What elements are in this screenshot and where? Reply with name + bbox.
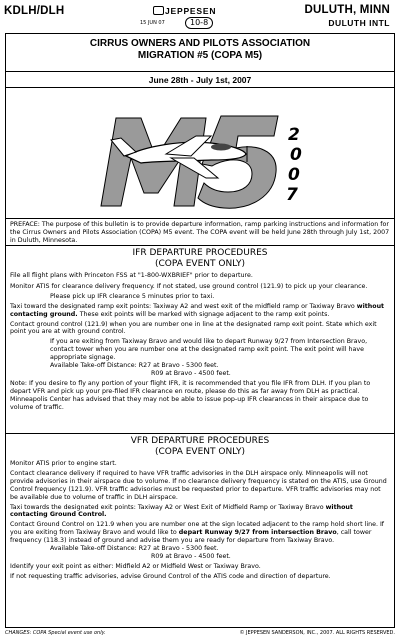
ifr-tod-2: R09 at Bravo - 4500 feet.	[151, 369, 231, 377]
svg-text:0: 0	[288, 165, 300, 185]
ifr-paragraph-3: Please pick up IFR clearance 5 minutes prior to taxi.	[50, 292, 215, 300]
vfr-p3-bold: without contacting Ground Control.	[10, 503, 353, 519]
ifr-takeoff-distance	[10, 362, 390, 370]
ifr-section	[6, 245, 394, 434]
chart-date: 15 JUN 07	[140, 20, 165, 26]
vfr-paragraph-1: Monitor ATIS prior to engine start.	[10, 460, 117, 467]
preface-text: PREFACE: The purpose of this bulletin is to provide departure information, ramp parking instructions and information for the Cirrus Owners and Pilots Association (COPA) M5 event. The COPA event will be held June 28th through July 1st, 2007 in Duluth, Minnesota.	[10, 221, 390, 244]
ifr-paragraph-5: Contact ground control (121.9) when you are number one in line at the designated ramp exit point. State which exit point you are at with ground control.	[10, 320, 377, 336]
vfr-p4-bold: depart Runway 9/27 from intersection Bravo	[178, 529, 337, 537]
vfr-paragraph-3	[10, 504, 390, 520]
vfr-p4-text: Contact Ground Control on 121.9 when you are number one at the sign located adjacent to the ramp hold short line. If you are exiting from Taxiway Bravo and would like to	[10, 521, 385, 537]
airport-code: KDLH/DLH	[4, 5, 65, 17]
footer-copyright: © JEPPESEN SANDERSON, INC., 2007. ALL RIGHTS RESERVED.	[239, 630, 395, 636]
vfr-paragraph-5: Identify your exit point as either: Midfield A2 or Midfield West or Taxiway Bravo.	[10, 562, 261, 570]
jeppesen-mark-icon	[153, 6, 164, 15]
five-digit-icon	[198, 116, 278, 208]
title-line-1: CIRRUS OWNERS AND PILOTS ASSOCIATION	[89, 38, 311, 49]
vfr-p4-tail: , call tower frequency (118.3) instead of ground and advise them you are ready for departure from Taxiway Bravo.	[10, 529, 372, 545]
vfr-tod-label: Available Take-off Distance:	[50, 545, 137, 553]
vfr-paragraph-4	[10, 521, 390, 545]
ifr-p4-tail: These exit points will be marked with signage adjacent to the ramp exit points.	[77, 310, 330, 318]
ifr-paragraph-2: Monitor ATIS for clearance delivery frequency. If not stated, use ground control (121.9) to pick up your clearance.	[10, 282, 368, 290]
m5-logo-graphic	[6, 88, 394, 218]
vfr-title: VFR DEPARTURE PROCEDURES	[130, 436, 270, 446]
city-name: DULUTH, MINN	[304, 4, 390, 16]
copa-m5-logo	[6, 88, 394, 219]
year-2007-icon	[286, 125, 302, 205]
svg-text:2: 2	[288, 125, 300, 145]
ifr-subtitle: (COPA EVENT ONLY)	[154, 259, 245, 269]
jeppesen-logo	[153, 6, 216, 16]
ifr-paragraph-1: File all flight plans with Princeton FSS at "1-800-WXBRIEF" prior to departure.	[10, 272, 253, 279]
vfr-paragraph-2: Contact clearance delivery if required to have VFR traffic advisories in the DLH airspace only. Minneapolis will not provide advisories in their airspace due to volume. If no clearance delivery frequency is stated on the ATIS, use Ground Control frequency (121.9). VFR traffic advisories must be requested prior to departure. VFR traffic advisories may not be available due to volume of traffic in DLH airspace.	[10, 469, 387, 501]
svg-text:7: 7	[286, 185, 298, 205]
vfr-tod-2: R09 at Bravo - 4500 feet.	[151, 552, 231, 560]
ifr-p4-text: Taxi toward the designated ramp exit points: Taxiway A2 and west exit of the midfield ramp or Taxiway Bravo	[10, 302, 357, 310]
footer-changes: CHANGES: COPA Special event use only.	[5, 630, 106, 636]
title-line-2: MIGRATION #5 (COPA M5)	[137, 50, 263, 61]
ifr-note: Note: If you desire to fly any portion of your flight IFR, it is recommended that you file IFR from DLH. If you plan to depart VFR and pick up your pre-filed IFR clearance en route, please do this as far away from DLH as practical. Minneapolis Center has advised that they may not be able to issue pop-up IFR clearances in their airspace due to volume of traffic.	[10, 379, 371, 411]
title-block	[6, 38, 394, 62]
airport-name: DULUTH INTL	[328, 18, 390, 28]
event-dates: June 28th - July 1st, 2007	[6, 71, 394, 88]
vfr-tod-1: R27 at Bravo - 5300 feet.	[138, 545, 219, 553]
ifr-paragraph-4	[10, 303, 390, 319]
ifr-tod-label: Available Take-off Distance:	[50, 362, 137, 370]
ifr-tod-1: R27 at Bravo - 5300 feet.	[138, 362, 219, 370]
ifr-paragraph-6: If you are exiting from Taxiway Bravo and would like to depart Runway 9/27 from Intersection Bravo, contact tower when you are number one at the designated ramp exit point. The exit point will have appropriate signage.	[50, 338, 368, 362]
bulletin-frame	[5, 33, 395, 628]
vfr-p3-text: Taxi towards the designated exit points: Taxiway A2 or West Exit of Midfield Ramp or Taxiway Bravo	[10, 503, 326, 511]
vfr-section	[6, 434, 394, 581]
vfr-paragraph-6: If not requesting traffic advisories, advise Ground Control of the ATIS code and direction of departure.	[10, 572, 331, 580]
brand-name: JEPPESEN	[165, 6, 217, 16]
ifr-title: IFR DEPARTURE PROCEDURES	[132, 248, 268, 258]
vfr-takeoff-distance	[10, 545, 390, 553]
vfr-subtitle: (COPA EVENT ONLY)	[154, 447, 245, 457]
ifr-p4-bold: without contacting ground.	[10, 302, 385, 318]
svg-text:0: 0	[290, 145, 302, 165]
page-number: 10-8	[185, 17, 213, 29]
